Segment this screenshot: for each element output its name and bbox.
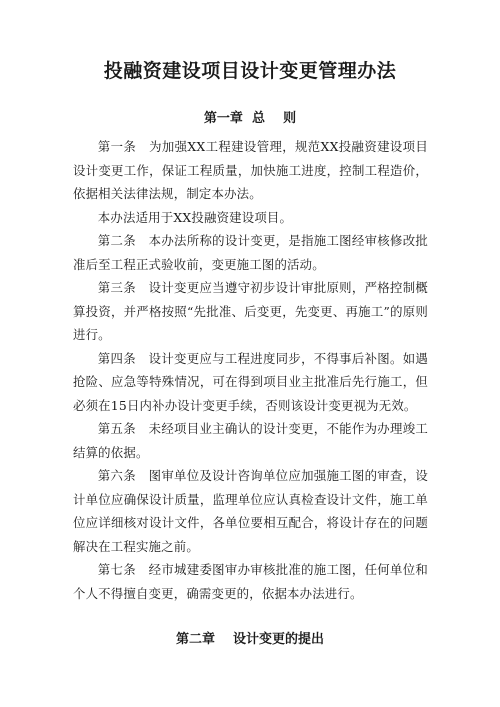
document-title: 投融资建设项目设计变更管理办法 (103, 60, 397, 82)
article-text: 设计变更应当遵守初步设计审批原则，严格控制概算投资，并严格按照“先批准、后变更，先变更、再施工”的原则进行。 (73, 280, 428, 342)
article-number: 第七条 (97, 562, 149, 577)
chapter-1-body (73, 135, 428, 605)
article-text: 未经项目业主确认的设计变更，不能作为办理竣工结算的依据。 (73, 421, 428, 460)
article-1-paragraph (73, 135, 428, 206)
article-number: 第四条 (97, 350, 149, 366)
article-3-paragraph (73, 276, 428, 347)
article-2-paragraph (73, 229, 428, 276)
scope-paragraph (73, 206, 428, 230)
article-4-paragraph (73, 347, 428, 418)
article-number: 第五条 (97, 421, 149, 436)
article-text: 为加强XX工程建设管理，规范XX投融资建设项目设计变更工作，保证工程质量，加快施工进度，控制工程造价，依据相关法律法规，制定本办法。 (73, 139, 428, 201)
article-number: 第六条 (97, 468, 149, 483)
chapter-1-heading: 第一章 总 则 (203, 111, 297, 126)
article-number: 第三条 (97, 280, 149, 295)
article-7-paragraph (73, 558, 428, 605)
article-6-paragraph (73, 464, 428, 558)
article-text: 图审单位及设计咨询单位应加强施工图的审查，设计单位应确保设计质量，监理单位应认真检查设计文件，施工单位应详细核对设计文件，各单位要相互配合，将设计存在的问题解决在工程实施之前。 (73, 468, 428, 554)
article-text: 本办法适用于XX投融资建设项目。 (97, 209, 293, 225)
article-number: 第二条 (97, 233, 149, 248)
article-5-paragraph (73, 417, 428, 464)
article-number: 第一条 (97, 139, 150, 154)
chapter-2-heading: 第二章 设计变更的提出 (175, 632, 325, 647)
article-text: 设计变更应与工程进度同步，不得事后补图。如遇抢险、应急等特殊情况，可在得到项目业主批准后先行施工，但必须在15日内补办设计变更手续，否则该设计变更视为无效。 (73, 350, 428, 413)
article-text: 本办法所称的设计变更，是指施工图经审核修改批准后至工程正式验收前，变更施工图的活动。 (73, 233, 428, 272)
article-text: 经市城建委图审办审核批准的施工图，任何单位和个人不得擅自变更，确需变更的，依据本办法进行。 (73, 562, 428, 601)
